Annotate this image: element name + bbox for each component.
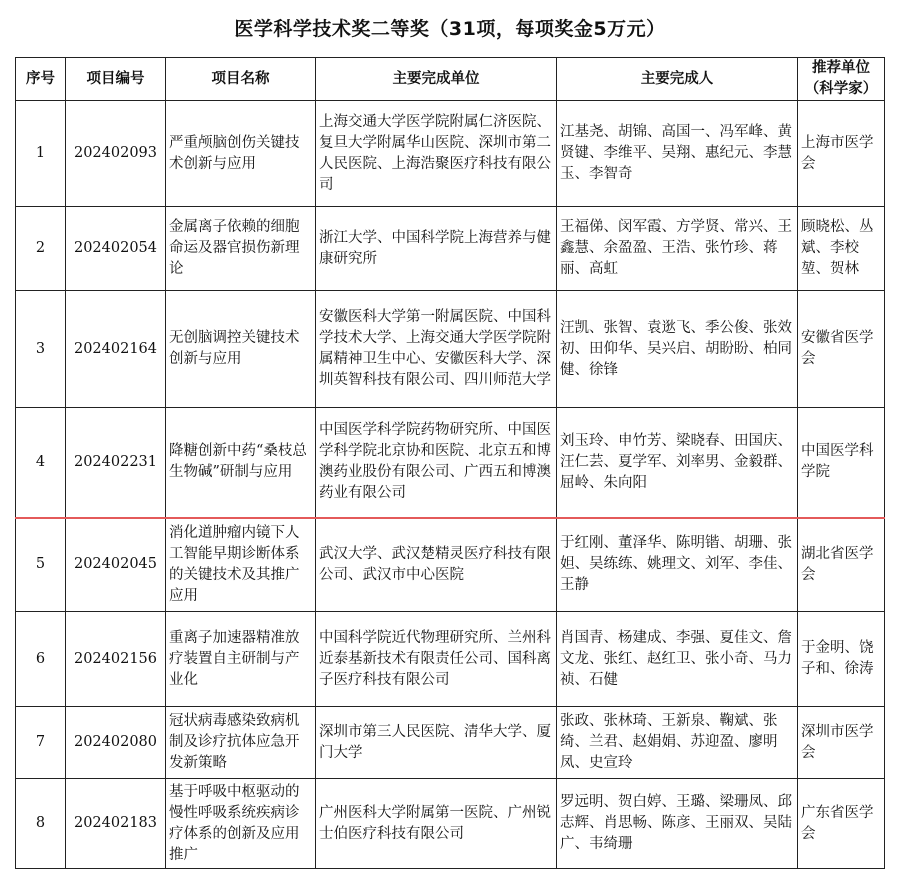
cell-name: 无创脑调控关键技术创新与应用 [166,291,316,408]
table-row [16,518,885,612]
cell-no: 1 [16,101,66,207]
cell-recommender: 中国医学科学院 [798,408,885,518]
header-code: 项目编号 [66,58,166,101]
cell-persons: 刘玉玲、申竹芳、梁晓春、田国庆、汪仁芸、夏学军、刘率男、金毅群、屈岭、朱向阳 [557,408,798,518]
cell-persons: 汪凯、张智、袁逖飞、季公俊、张效初、田仰华、吴兴启、胡盼盼、柏同健、徐锋 [557,291,798,408]
award-table [15,57,885,869]
cell-no: 6 [16,612,66,707]
table-row [16,101,885,207]
cell-code: 202402054 [66,207,166,291]
cell-recommender: 顾晓松、丛斌、李校堃、贺林 [798,207,885,291]
header-units: 主要完成单位 [316,58,557,101]
table-row [16,291,885,408]
cell-units: 安徽医科大学第一附属医院、中国科学技术大学、上海交通大学医学院附属精神卫生中心、安徽医科大学、深圳英智科技有限公司、四川师范大学 [316,291,557,408]
page-title: 医学科学技术奖二等奖（31项，每项奖金5万元） [234,18,666,40]
cell-name: 冠状病毒感染致病机制及诊疗抗体应急开发新策略 [166,707,316,779]
cell-units: 浙江大学、中国科学院上海营养与健康研究所 [316,207,557,291]
cell-name: 降糖创新中药“桑枝总生物碱”研制与应用 [166,408,316,518]
cell-recommender: 湖北省医学会 [798,518,885,612]
cell-code: 202402045 [66,518,166,612]
header-name: 项目名称 [166,58,316,101]
cell-no: 4 [16,408,66,518]
cell-name: 基于呼吸中枢驱动的慢性呼吸系统疾病诊疗体系的创新及应用推广 [166,779,316,869]
cell-name: 消化道肿瘤内镜下人工智能早期诊断体系的关键技术及其推广应用 [166,518,316,612]
cell-units: 中国医学科学院药物研究所、中国医学科学院北京协和医院、北京五和博澳药业股份有限公司、广西五和博澳药业有限公司 [316,408,557,518]
cell-name: 严重颅脑创伤关键技术创新与应用 [166,101,316,207]
cell-persons: 张政、张林琦、王新泉、鞠斌、张绮、兰君、赵娟娟、苏迎盈、廖明凤、史宣玲 [557,707,798,779]
cell-recommender: 上海市医学会 [798,101,885,207]
cell-no: 7 [16,707,66,779]
cell-no: 3 [16,291,66,408]
cell-no: 8 [16,779,66,869]
cell-code: 202402164 [66,291,166,408]
header-recommender: 推荐单位（科学家） [798,58,885,101]
cell-units: 深圳市第三人民医院、清华大学、厦门大学 [316,707,557,779]
cell-recommender: 深圳市医学会 [798,707,885,779]
cell-units: 广州医科大学附属第一医院、广州锐士伯医疗科技有限公司 [316,779,557,869]
cell-code: 202402080 [66,707,166,779]
cell-persons: 于红刚、董泽华、陈明锴、胡珊、张妲、吴练练、姚理文、刘军、李佳、王静 [557,518,798,612]
cell-persons: 罗远明、贺白婷、王璐、梁珊凤、邱志辉、肖思畅、陈彦、王丽双、吴陆广、韦绮珊 [557,779,798,869]
header-persons: 主要完成人 [557,58,798,101]
cell-code: 202402093 [66,101,166,207]
cell-persons: 肖国青、杨建成、李强、夏佳文、詹文龙、张红、赵红卫、张小奇、马力祯、石健 [557,612,798,707]
table-row [16,612,885,707]
cell-units: 中国科学院近代物理研究所、兰州科近泰基新技术有限责任公司、国科离子医疗科技有限公司 [316,612,557,707]
table-row [16,707,885,779]
cell-units: 武汉大学、武汉楚精灵医疗科技有限公司、武汉市中心医院 [316,518,557,612]
cell-name: 金属离子依赖的细胞命运及器官损伤新理论 [166,207,316,291]
table-header-row [16,58,885,101]
cell-persons: 王福俤、闵军霞、方学贤、常兴、王鑫慧、余盈盈、王浩、张竹珍、蒋丽、高虹 [557,207,798,291]
cell-units: 上海交通大学医学院附属仁济医院、复旦大学附属华山医院、深圳市第二人民医院、上海浩聚医疗科技有限公司 [316,101,557,207]
table-row [16,779,885,869]
cell-persons: 江基尧、胡锦、高国一、冯军峰、黄贤键、李维平、吴翔、惠纪元、李慧玉、李智奇 [557,101,798,207]
cell-no: 2 [16,207,66,291]
cell-name: 重离子加速器精准放疗装置自主研制与产业化 [166,612,316,707]
cell-recommender: 广东省医学会 [798,779,885,869]
cell-recommender: 于金明、饶子和、徐涛 [798,612,885,707]
cell-recommender: 安徽省医学会 [798,291,885,408]
table-row [16,207,885,291]
cell-code: 202402156 [66,612,166,707]
cell-code: 202402183 [66,779,166,869]
header-no: 序号 [16,58,66,101]
cell-code: 202402231 [66,408,166,518]
cell-no: 5 [16,518,66,612]
table-row [16,408,885,518]
